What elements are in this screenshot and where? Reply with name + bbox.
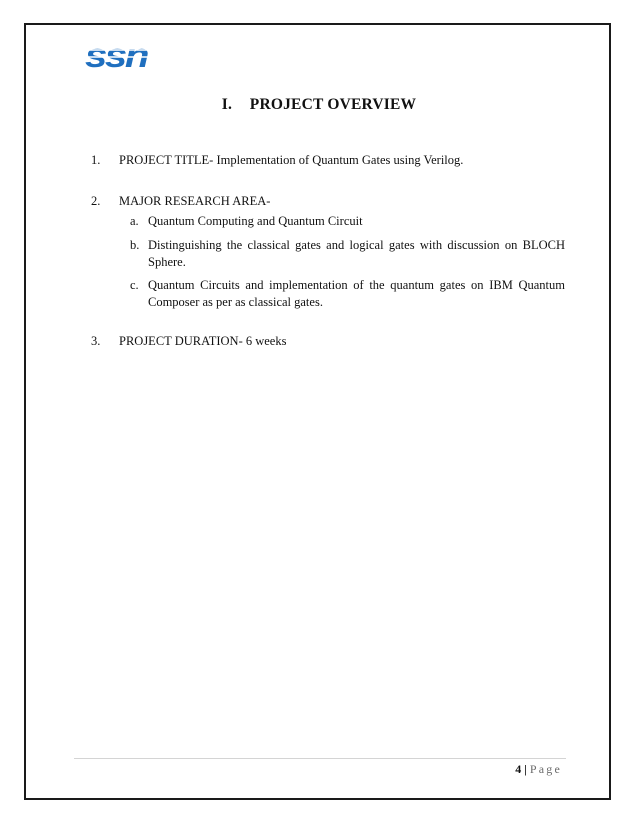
sub-text: Quantum Computing and Quantum Circuit [148, 214, 363, 228]
item-number: 1. [91, 153, 101, 167]
sub-text: Distinguishing the classical gates and logical gates with discussion on BLOCH Sphere. [148, 238, 565, 269]
section-heading [0, 96, 638, 114]
sub-letter: b. [130, 238, 140, 252]
footer-separator: | [524, 762, 527, 776]
project-title-item [91, 152, 463, 168]
item-text: MAJOR RESEARCH AREA- [119, 194, 271, 208]
research-area-c [130, 277, 565, 311]
section-title: PROJECT OVERVIEW [249, 96, 417, 113]
research-area-a [130, 213, 565, 230]
sub-text: Quantum Circuits and implementation of the quantum gates on IBM Quantum Composer as per as classical gates. [148, 278, 565, 309]
footer-divider [74, 758, 566, 759]
research-area-item [91, 193, 270, 209]
page-footer [515, 762, 562, 777]
sub-letter: a. [130, 214, 139, 228]
page-border [24, 23, 611, 800]
research-area-b [130, 237, 565, 271]
page-number: 4 [515, 762, 522, 776]
item-number: 2. [91, 194, 101, 208]
sub-letter: c. [130, 278, 139, 292]
item-number: 3. [91, 334, 101, 348]
page-label: Page [529, 762, 562, 776]
item-text: PROJECT TITLE- Implementation of Quantum Gates using Verilog. [119, 153, 464, 167]
project-duration-item [91, 333, 286, 349]
item-text: PROJECT DURATION- 6 weeks [119, 334, 287, 348]
ssn-logo [84, 38, 148, 72]
section-number: I. [221, 96, 233, 113]
ssn-logo-text: ssn [85, 38, 148, 72]
